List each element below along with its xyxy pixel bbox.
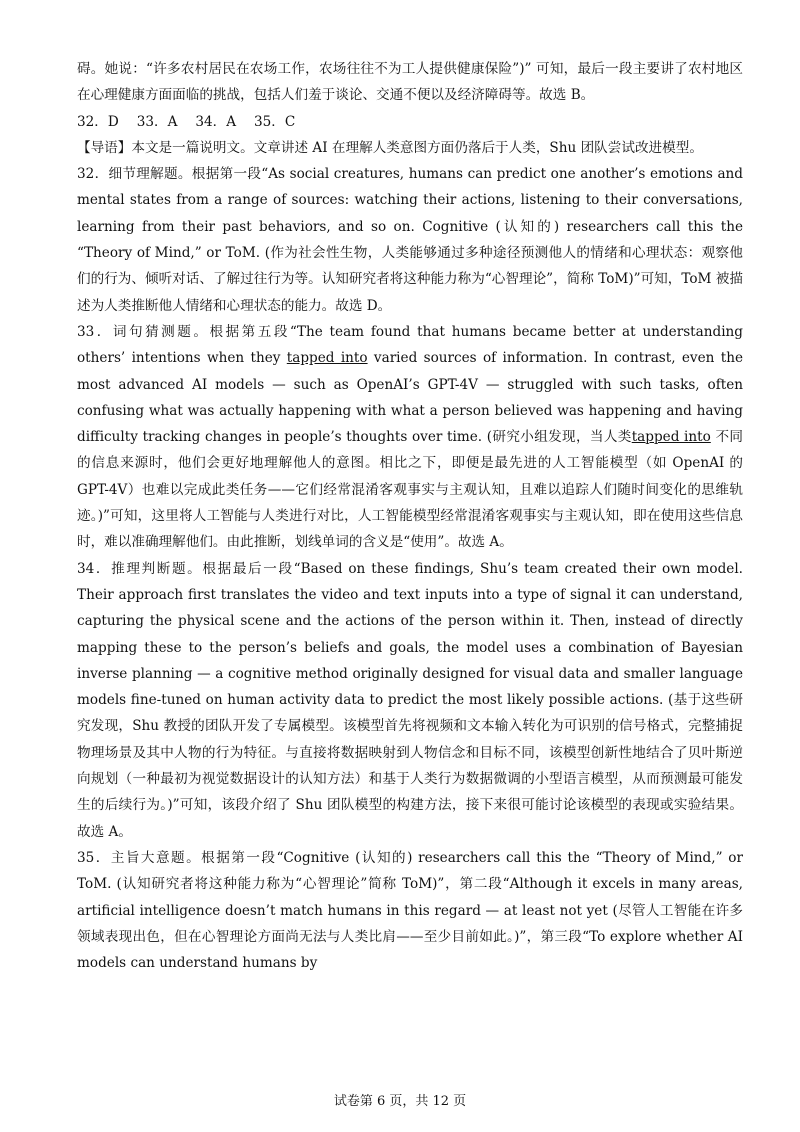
underlined-phrase: tapped into (286, 350, 368, 367)
underlined-phrase: tapped into (631, 429, 711, 446)
page-footer: 试卷第 6 页，共 12 页 (333, 1094, 467, 1109)
answer-key-line: 32．D 33．A 34．A 35．C (77, 113, 296, 130)
paragraph-q34: 34．推理判断题。根据最后一段“Based on these findings, Shu’s team created their own model. Their approach first translates the video and text inputs into a type of signal it can understand, capturing the physical scene and the actions of the person within it. Then, instead of directly mapping these to the person’s beliefs and goals, the model uses a combination of Bayesian inverse planning — a cognitive method originally designed for visual data and smaller language models fine-tuned on human activity data to predict the most likely possible actions. (基于这些研究发现，Shu 教授的团队开发了专属模型。该模型首先将视频和文本输入转化为可识别的信号格式，完整捕捉物理场景及其中人物的行为特征。与直接将数据映射到人物信念和目标不同，该模型创新性地结合了贝叶斯逆向规划（一种最初为视觉数据设计的认知方法）和基于人类行为数据微调的小型语言模型，从而预测最可能发生的后续行为。)”可知，该段介绍了 Shu 团队模型的构建方法，接下来很可能讨论该模型的表现或实验结果。故选 A。 (77, 560, 743, 840)
q33-text-2: varied sources of information. In contrast, even the most advanced AI models — such as OpenAI’s GPT-4V — struggled with such tasks, often confusing what was actually happening with what a person believed was happening and having difficulty tracking changes in people’s thoughts over time. (研究小组发现，当人类 (77, 350, 743, 446)
paragraph-q32: 32．细节理解题。根据第一段“As social creatures, humans can predict one another’s emotions and mental states from a range of sources: watching their actions, listening to their conversations, learning from their past behaviors, and so on. Cognitive (认知的) researchers call this the “Theory of Mind,” or ToM. (作为社会性生物，人类能够通过多种途径预测他人的情绪和心理状态：观察他们的行为、倾听对话、了解过往行为等。认知研究者将这种能力称为“心智理论”，简称 ToM)”可知，ToM 被描述为人类推断他人情绪和心理状态的能力。故选 D。 (77, 166, 743, 314)
guide-intro: 【导语】本文是一篇说明文。文章讲述 AI 在理解人类意图方面仍落后于人类，Shu 团队尝试改进模型。 (77, 139, 703, 156)
document-body (77, 56, 743, 976)
paragraph-q33 (77, 319, 743, 556)
q33-text-3: 不同的信息来源时，他们会更好地理解他人的意图。相比之下，即便是最先进的人工智能模型（如 OpenAI 的 GPT-4V）也难以完成此类任务——它们经常混淆客观事实与主观认知，且难以追踪人们随时间变化的思维轨迹。)”可知，这里将人工智能与人类进行对比，人工智能模型经常混淆客观事实与主观认知，即在使用这些信息时，难以准确理解他们。由此推断，划线单词的含义是“使用”。故选 A。 (77, 429, 743, 551)
paragraph-q35: 35．主旨大意题。根据第一段“Cognitive (认知的) researchers call this the “Theory of Mind,” or ToM. (认知研究者将这种能力称为“心智理论”简称 ToM)”，第二段“Although it excels in many areas, artificial intelligence doesn’t match humans in this regard — at least not yet (尽管人工智能在许多领域表现出色，但在心智理论方面尚无法与人类比肩——至少目前如此。)”，第三段“To explore whether AI models can understand humans by (77, 849, 743, 972)
paragraph-q31-tail: 碍。她说：“许多农村居民在农场工作，农场往往不为工人提供健康保险”)” 可知，最后一段主要讲了农村地区在心理健康方面面临的挑战，包括人们羞于谈论、交通不便以及经济障碍等。故选 B。 (77, 61, 743, 104)
q33-text-1: 33．词句猜测题。根据第五段“The team found that humans became better at understanding others’ intentions when they (77, 323, 743, 367)
